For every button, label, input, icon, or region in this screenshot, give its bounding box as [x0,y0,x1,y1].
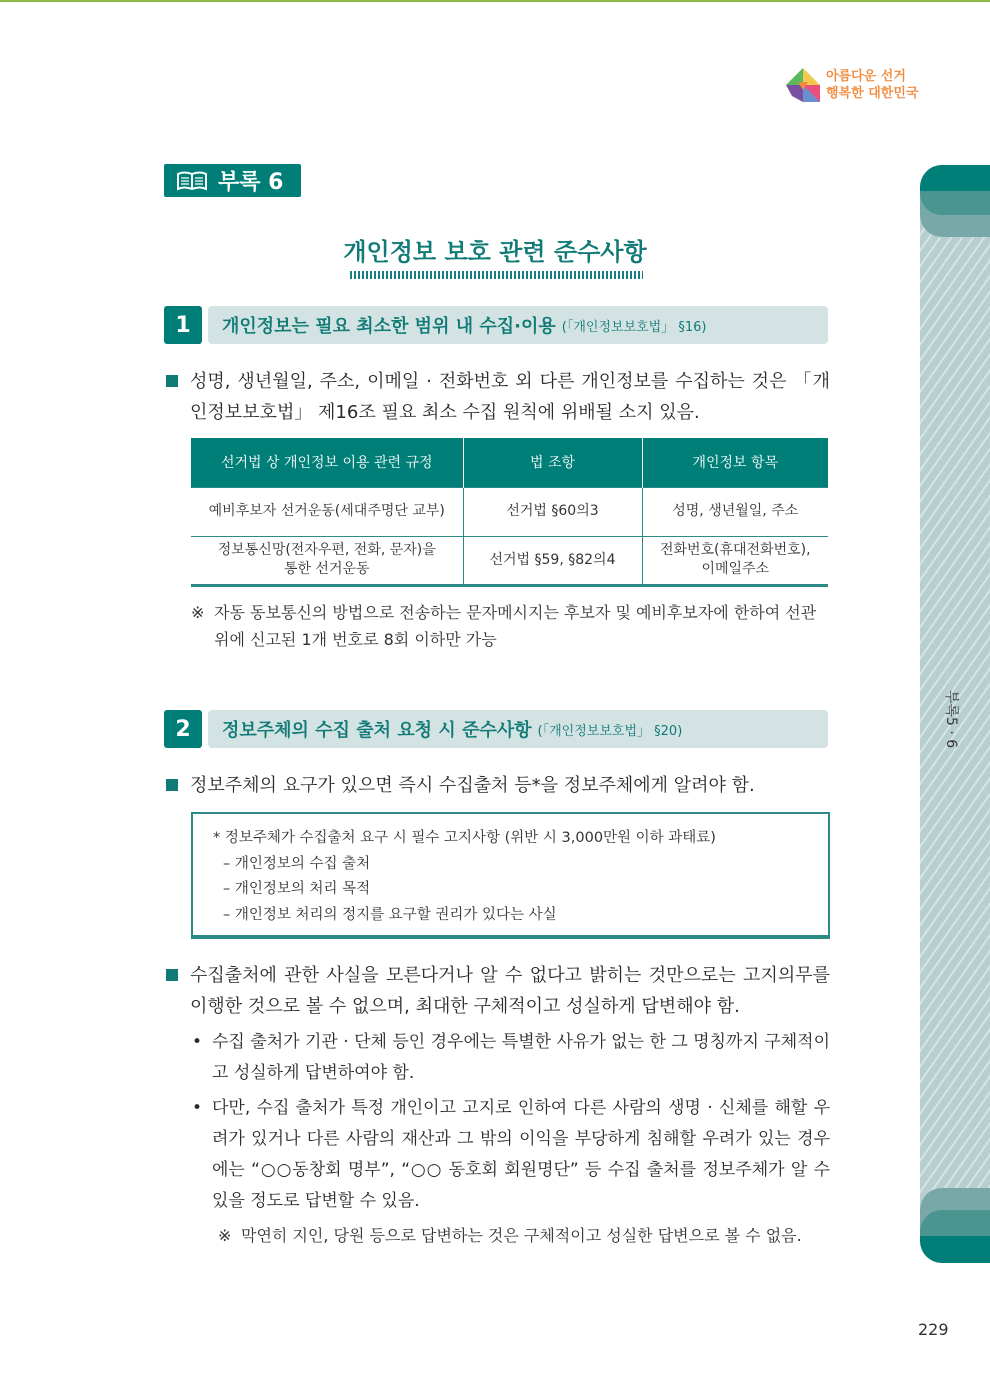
square-bullet-icon [166,969,178,981]
column-header: 선거법 상 개인정보 이용 관련 규정 [191,438,463,487]
section-number: 2 [164,710,202,748]
section-title: 개인정보는 필요 최소한 범위 내 수집·이용 [222,316,556,337]
regulation-table [191,438,828,587]
table-row [191,536,828,585]
section-ref: (「개인정보보호법」 §16) [561,319,707,335]
appendix-badge [164,164,301,197]
election-logo [784,66,918,104]
section-title: 정보주체의 수집 출처 요청 시 준수사항 [222,720,532,741]
note: ※ 막연히 지인, 당원 등으로 답변하는 것은 구체적이고 성실한 답변으로 볼 수 없음. [218,1226,802,1245]
list-item: • 수집 출처가 기관 · 단체 등인 경우에는 특별한 사유가 없는 한 그 명칭까지 구체적이고 성실하게 답변하여야 함. [192,1032,830,1083]
table-cell: 전화번호(휴대전화번호), 이메일주소 [642,536,828,585]
table-cell: 성명, 생년월일, 주소 [642,487,828,536]
section-number: 1 [164,306,202,344]
box-item: – 개인정보 처리의 정지를 요구할 권리가 있다는 사실 [223,906,557,923]
section-1-header [164,306,828,344]
square-bullet-icon [166,375,178,387]
title-underline [350,271,643,279]
logo-line2: 행복한 대한민국 [826,86,919,101]
appendix-label: 부록 6 [218,170,284,195]
paragraph: 수집출처에 관한 사실을 모른다거나 알 수 없다고 밝히는 것만으로는 고지의무를 이행한 것으로 볼 수 없으며, 최대한 구체적이고 성실하게 답변해야 함. [166,960,830,1022]
box-item: – 개인정보의 수집 출처 [223,855,371,872]
column-header: 법 조항 [463,438,642,487]
open-book-icon [176,171,208,191]
list-item: • 다만, 수집 출처가 특정 개인이고 고지로 인하여 다른 사람의 생명 · 신체를 해할 우려가 있거나 다른 사람의 재산과 그 밖의 이익을 부당하게 침해할 우려가 있는 경우에는 “○○동창회 명부”, “○○ 동호회 회원명단” 등 수집 출처를 정보주체가 알 수 있을 정도로 답변할 수 있음. [192,1098,830,1211]
square-bullet-icon [166,779,178,791]
page-title: 개인정보 보호 관련 준수사항 [343,238,647,266]
logo-mark-icon [784,66,822,104]
table-cell: 선거법 §59, §82의4 [463,536,642,585]
notice-box [191,812,830,939]
section-2-header [164,710,828,748]
page-number: 229 [918,1320,949,1339]
logo-line1: 아름다운 선거 [826,69,906,84]
table-cell: 예비후보자 선거운동(세대주명단 교부) [191,487,463,536]
side-tab-label: 부록5 · 6 [943,690,959,749]
box-item: – 개인정보의 처리 목적 [223,881,371,897]
top-rule [0,0,990,2]
paragraph: 성명, 생년월일, 주소, 이메일 · 전화번호 외 다른 개인정보를 수집하는 것은 「개인정보보호법」 제16조 필요 최소 수집 원칙에 위배될 소지 있음. [166,366,830,428]
column-header: 개인정보 항목 [642,438,828,487]
table-header-row [191,438,828,487]
note: ※ 자동 동보통신의 방법으로 전송하는 문자메시지는 후보자 및 예비후보자에 한하여 선관위에 신고된 1개 번호로 8회 이하만 가능 [191,603,817,649]
section-ref: (「개인정보보호법」 §20) [537,723,683,739]
table-row [191,487,828,536]
table-cell: 선거법 §60의3 [463,487,642,536]
table-cell: 정보통신망(전자우편, 전화, 문자)을 통한 선거운동 [191,536,463,585]
paragraph: 정보주체의 요구가 있으면 즉시 수집출처 등*을 정보주체에게 알려야 함. [166,770,830,801]
box-heading: * 정보주체가 수집출처 요구 시 필수 고지사항 (위반 시 3,000만원 이하 과태료) [213,830,716,846]
